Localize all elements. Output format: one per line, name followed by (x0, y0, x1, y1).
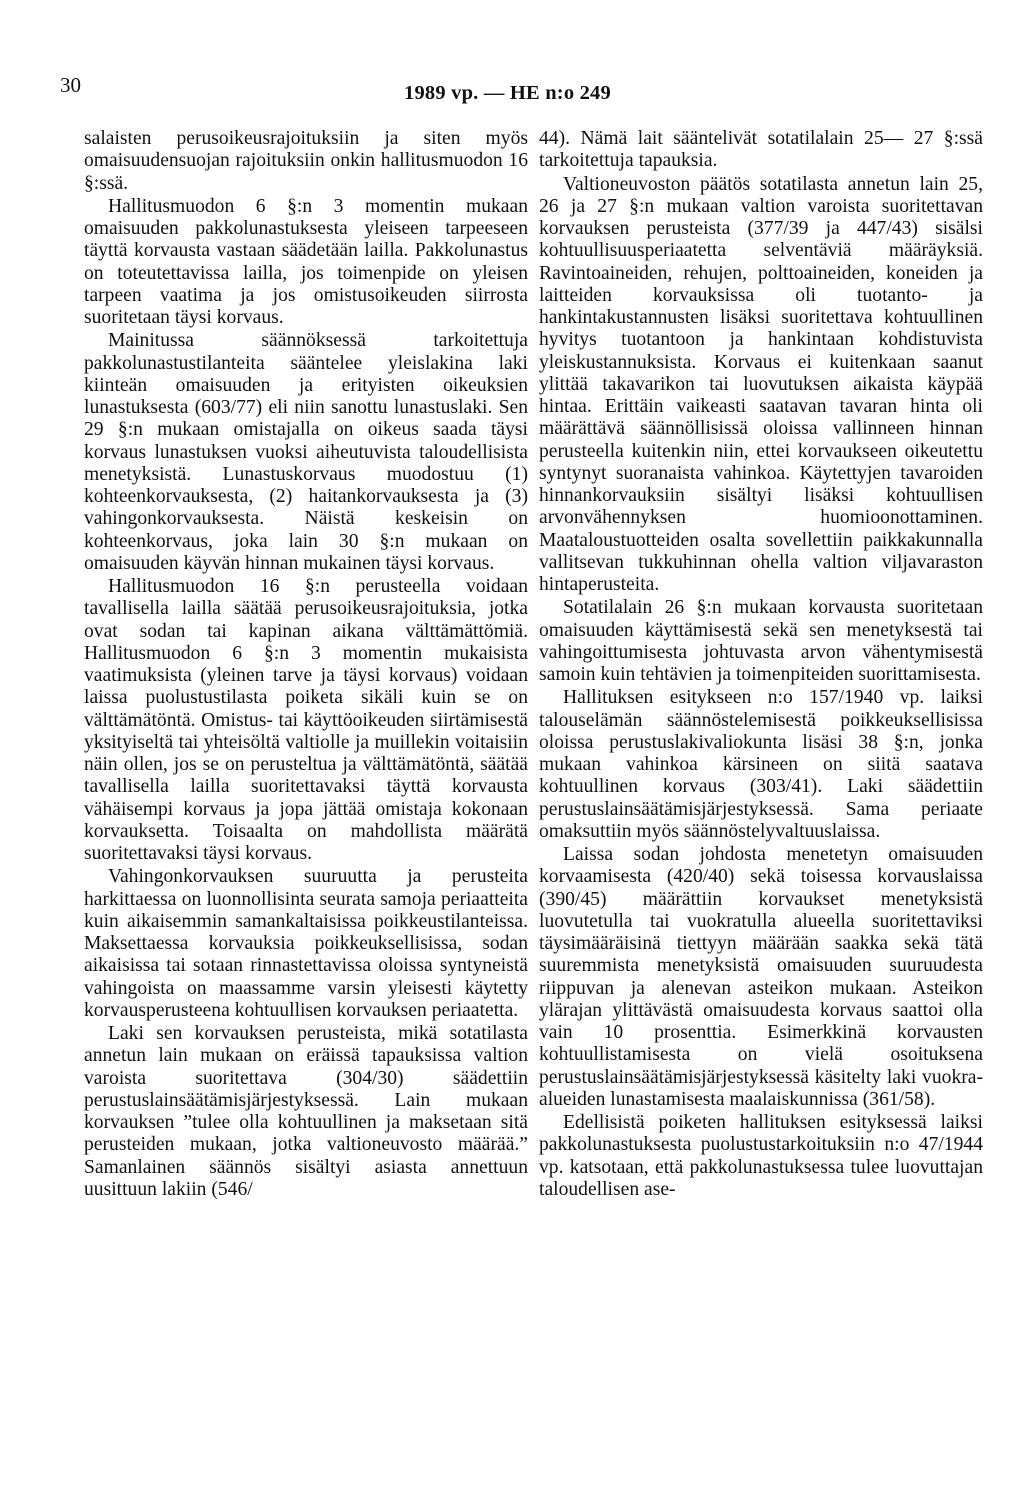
left-paragraph-4: Hallitusmuodon 16 §:n perusteella voidaan tavallisella lailla säätää perusoikeusrajoituksia, jotka ovat sodan tai kapinan aikana välttämättömiä. Hallitusmuodon 6 §:n 3 momentin mukaisista vaatimuksista (yleinen tarve ja täysi korvaus) voidaan laissa puolustustilasta poiketa sikäli kuin se on välttämätöntä. Omistus- tai käyttöoikeuden siirtämisestä yksityiseltä tai yhteisöltä valtiolle ja muillekin voitaisiin näin ollen, jos se on perusteltua ja välttämätöntä, säätää tavallisella lailla suoritettavaksi täyttä korvausta vähäisempi korvaus ja jopa jättää omistaja kokonaan korvauksetta. Toisaalta on mahdollista määrätä suoritettavaksi täysi korvaus. (84, 576, 528, 864)
right-paragraph-5: Laissa sodan johdosta menetetyn omaisuuden korvaamisesta (420/40) sekä toisessa korvauslaissa (390/45) määrättiin korvaukset menetyksistä luovutetulla tai vuokratulla alueella suoritettaviksi täysimääräisinä tiettyyn määrään saakka sekä tätä suuremmista menetyksistä omaisuuden suuruudesta riippuvan ja alenevan asteikon mukaan. Asteikon ylärajan ylittävästä omaisuudesta korvaus saattoi olla vain 10 prosenttia. Esimerkkinä korvausten kohtuullistamisesta on vielä osoituksena perustuslainsäätämisjärjestyksessä käsitelty laki vuokra-alueiden lunastamisesta maalaiskunnissa (361/58). (539, 844, 983, 1110)
left-paragraph-1: salaisten perusoikeusrajoituksiin ja siten myös omaisuudensuojan rajoituksiin onkin hallitusmuodon 16 §:ssä. (84, 128, 528, 194)
left-paragraph-6: Laki sen korvauksen perusteista, mikä sotatilasta annetun lain mukaan on eräissä tapauksissa valtion varoista suoritettava (304/30) säädettiin perustuslainsäätämisjärjestyksessä. Lain mukaan korvauksen ”tulee olla kohtuullinen ja maksetaan sitä perusteiden mukaan, jotka valtioneuvosto määrää.” Samanlainen säännös sisältyi asiasta annettuun uusittuun lakiin (546/ (84, 1023, 528, 1200)
page-number: 30 (60, 73, 81, 97)
right-paragraph-2: Valtioneuvoston päätös sotatilasta annetun lain 25, 26 ja 27 §:n mukaan valtion varoista suoritettavan korvauksen perusteista (377/39 ja 447/43) sisälsi kohtuullisuusperiaatetta selventäviä määräyksiä. Ravintoaineiden, rehujen, polttoaineiden, koneiden ja laitteiden korvauksissa oli tuotanto- ja hankintakustannusten lisäksi suoritettava kohtuullinen hyvitys tuotantoon ja hankintaan kohdistuvista yleiskustannuksista. Korvaus ei kuitenkaan saanut ylittää takavarikon tai luovutuksen aikaista käypää hintaa. Erittäin vaikeasti saatavan tavaran hinta oli määrättävä säännöllisissä oloissa vallinneen hinnan perusteella kuitenkin niin, ettei korvaukseen oikeutettu syntynyt suoranaista vahinkoa. Käytettyjen tavaroiden hinnankorvauksiin sisältyi lisäksi kohtuullisen arvonvähennyksen huomioonottaminen. Maataloustuotteiden osalta sovellettiin paikkakunnalla vallitsevan tukkuhinnan ohella valtion viljavaraston hintaperusteita. (539, 173, 983, 595)
right-paragraph-1: 44). Nämä lait sääntelivät sotatilalain 25— 27 §:ssä tarkoitettuja tapauksia. (539, 128, 983, 172)
left-paragraph-5: Vahingonkorvauksen suuruutta ja perusteita harkittaessa on luonnollisinta seurata samoja periaatteita kuin aikaisemmin samankaltaisissa poikkeustilanteissa. Maksettaessa korvauksia poikkeuksellisissa, sodan aikaisissa tai sotaan rinnastettavissa oloissa syntyneistä vahingoista on maassamme varsin yleisesti käytetty korvausperusteena kohtuullisen korvauksen periaatetta. (84, 866, 528, 1021)
left-paragraph-2: Hallitusmuodon 6 §:n 3 momentin mukaan omaisuuden pakkolunastuksesta yleiseen tarpeeseen täyttä korvausta vastaan säädetään lailla. Pakkolunastus on toteutettavissa lailla, jos toimenpide on yleisen tarpeen vaatima ja jos omistusoikeuden siirrosta suoritetaan täysi korvaus. (84, 195, 528, 328)
right-paragraph-6: Edellisistä poiketen hallituksen esityksessä laiksi pakkolunastuksesta puolustustarkoituksiin n:o 47/1944 vp. katsotaan, että pakkolunastuksessa tulee luovuttajan taloudellisen ase- (539, 1112, 983, 1200)
running-title: 1989 vp. — HE n:o 249 (404, 82, 611, 104)
left-paragraph-3: Mainitussa säännöksessä tarkoitettuja pakkolunastustilanteita sääntelee yleislakina laki kiinteän omaisuuden ja erityisten oikeuksien lunastuksesta (603/77) eli niin sanottu lunastuslaki. Sen 29 §:n mukaan omistajalla on oikeus saada täysi korvaus lunastuksen vuoksi aiheutuvista taloudellisista menetyksistä. Lunastuskorvaus muodostuu (1) kohteenkorvauksesta, (2) haitankorvauksesta ja (3) vahingonkorvauksesta. Näistä keskeisin on kohteenkorvaus, joka lain 30 §:n mukaan on omaisuuden käyvän hinnan mukainen täysi korvaus. (84, 330, 528, 574)
right-column (539, 128, 983, 1201)
right-paragraph-3: Sotatilalain 26 §:n mukaan korvausta suoritetaan omaisuuden käyttämisestä sekä sen menetyksestä tai vahingoittumisesta johtuvasta arvon vähentymisestä samoin kuin tehtävien ja toimenpiteiden suorittamisesta. (539, 597, 983, 685)
right-paragraph-4: Hallituksen esitykseen n:o 157/1940 vp. laiksi talouselämän säännöstelemisestä poikkeuksellisissa oloissa perustuslakivaliokunta lisäsi 38 §:n, jonka mukaan vahinkoa kärsineen on siitä saatava kohtuullinen korvaus (303/41). Laki säädettiin perustuslainsäätämisjärjestyksessä. Sama periaate omaksuttiin myös säännöstelyvaltuuslaissa. (539, 687, 983, 842)
left-column (84, 128, 528, 1201)
